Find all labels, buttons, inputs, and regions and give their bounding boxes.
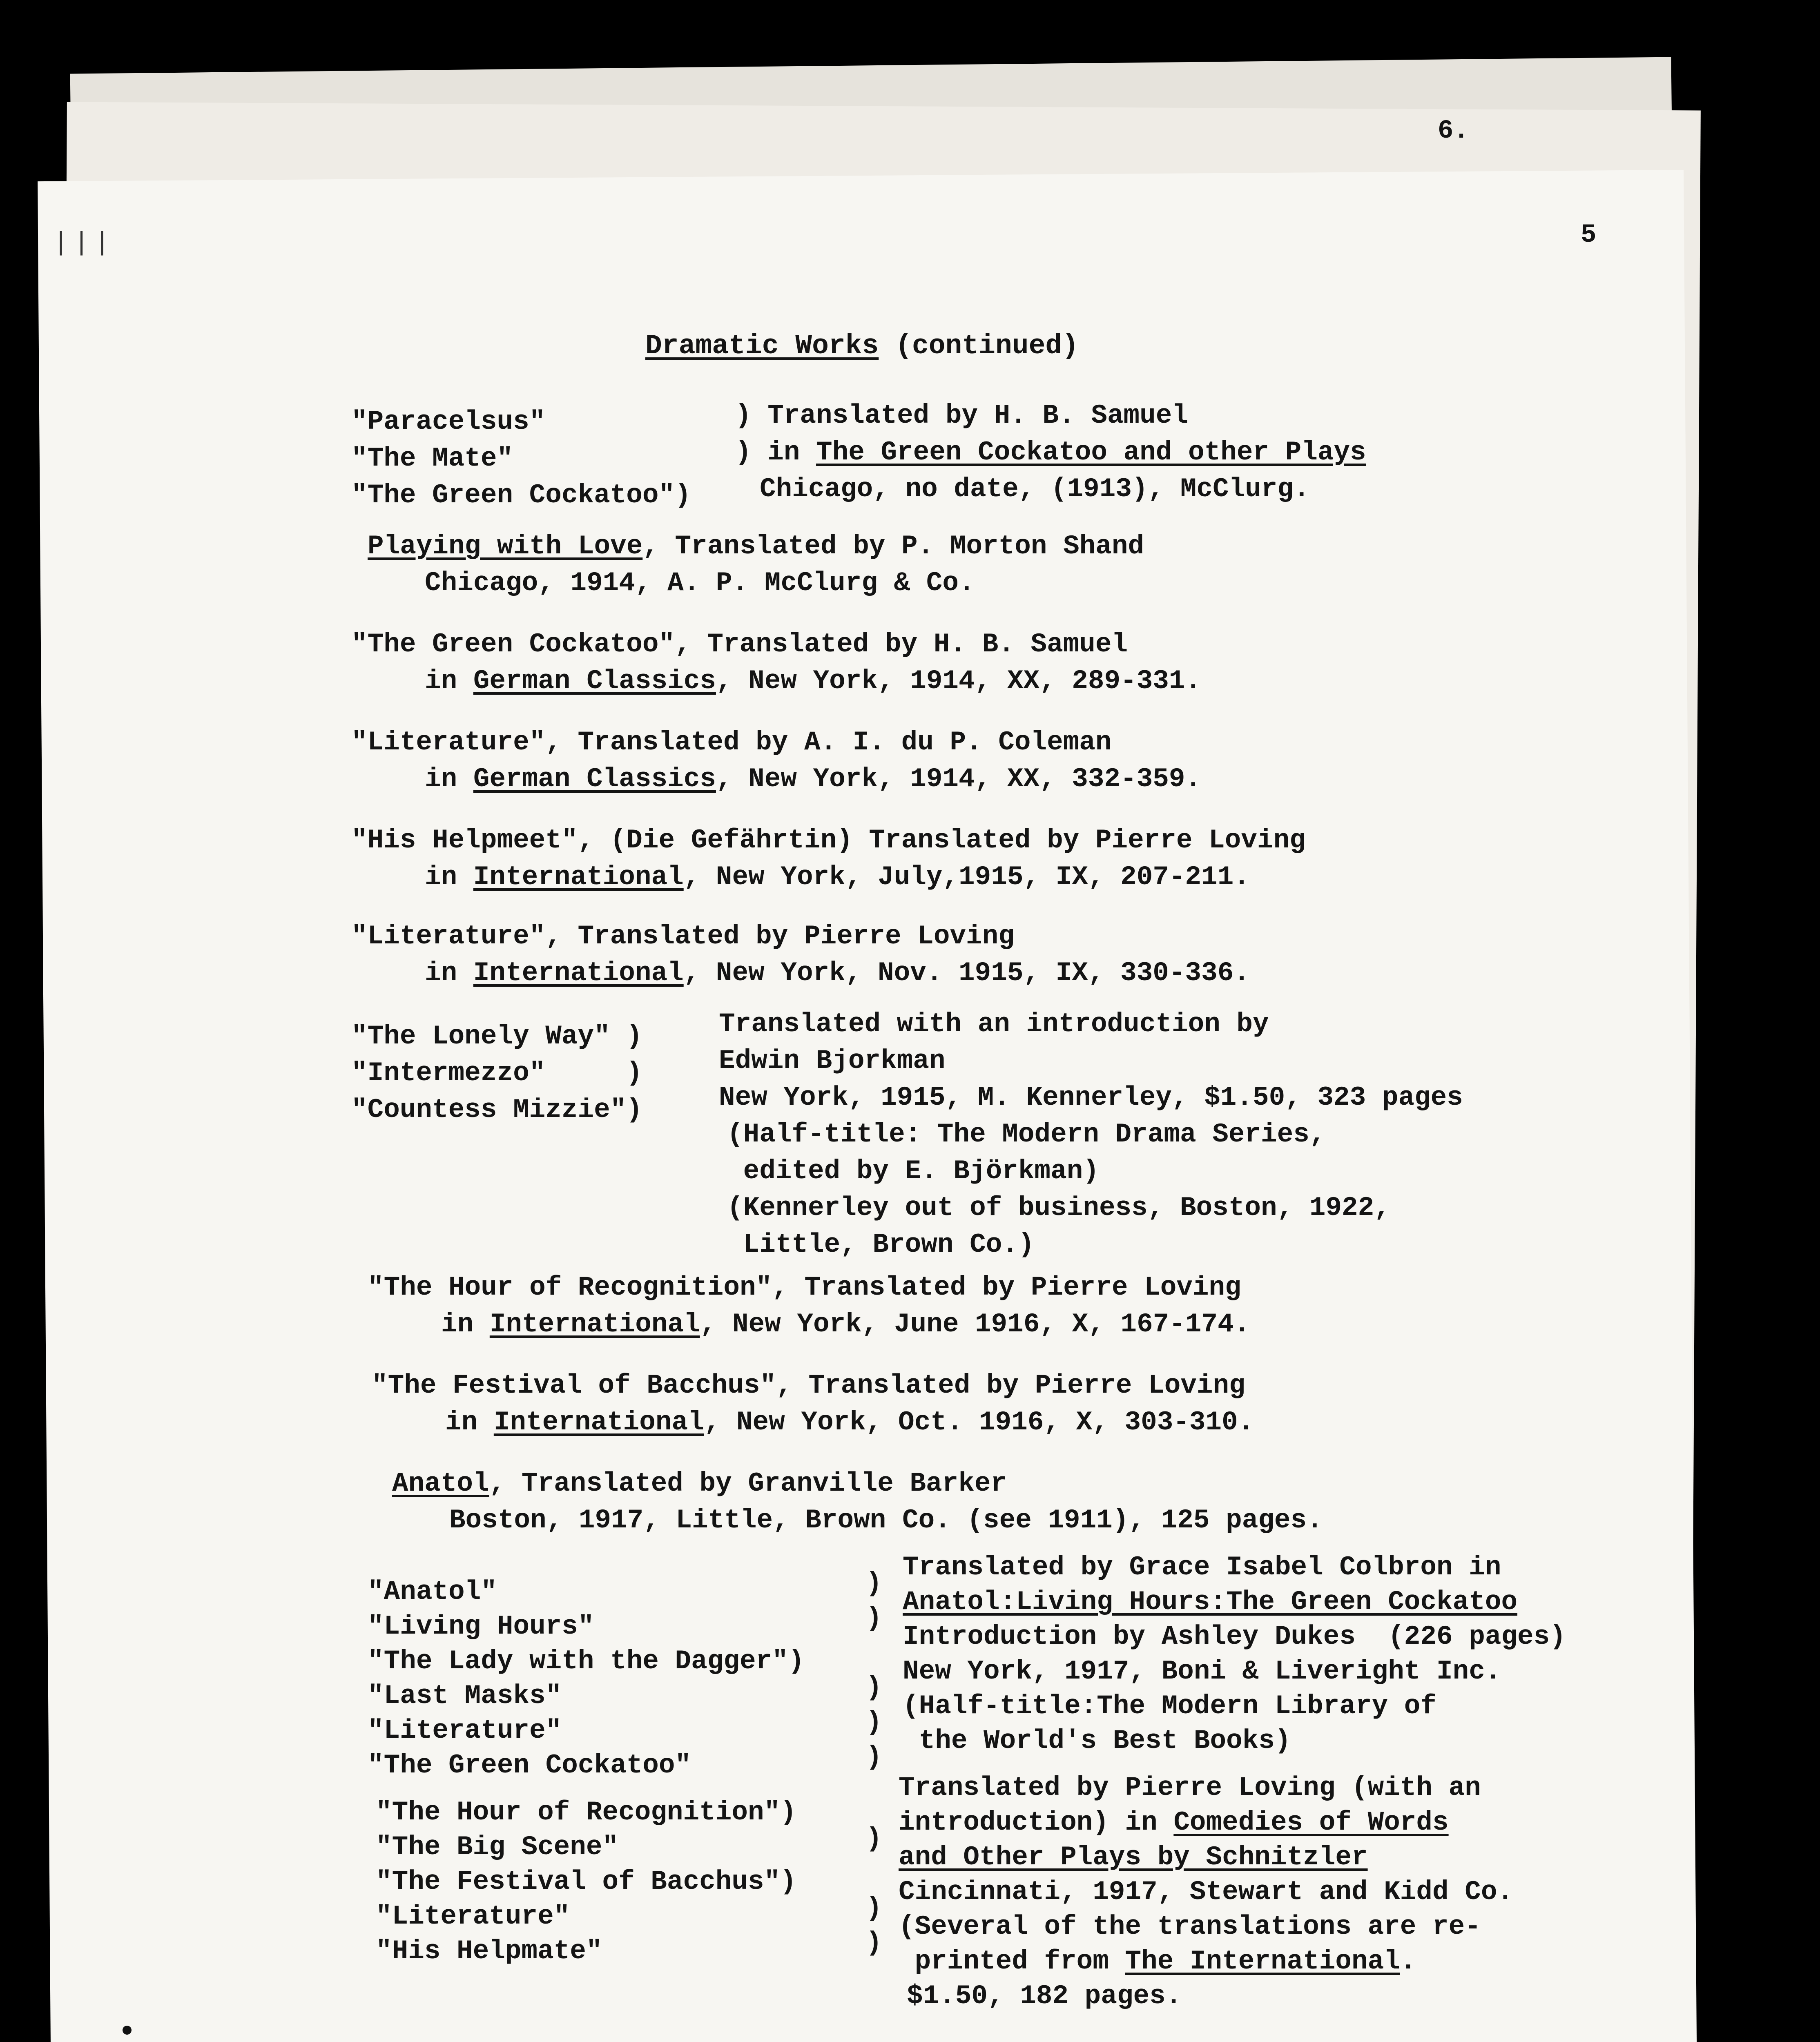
publication-title bbox=[899, 1838, 1368, 1877]
publication-title: The International bbox=[1125, 1946, 1400, 1977]
entry-line: "Literature", Translated by A. I. du P. Coleman bbox=[351, 727, 1112, 758]
entry-title: "The Lady with the Dagger") bbox=[368, 1646, 805, 1676]
publication-title: International bbox=[489, 1309, 700, 1340]
entry-detail bbox=[899, 1803, 1449, 1842]
entry-title: "The Big Scene" bbox=[376, 1832, 619, 1862]
section-heading bbox=[645, 327, 1079, 366]
entry-detail: Translated with an introduction by bbox=[719, 1009, 1269, 1039]
entry-detail: Chicago, 1914, A. P. McClurg & Co. bbox=[425, 568, 975, 598]
entry-detail: , Translated by Granville Barker bbox=[489, 1468, 1007, 1499]
bracket: ) bbox=[866, 1928, 882, 1958]
entry-detail: the World's Best Books) bbox=[903, 1725, 1291, 1756]
publication-title: Comedies of Words bbox=[1173, 1807, 1449, 1838]
entry-detail: Translated by Grace Isabel Colbron in bbox=[903, 1552, 1501, 1583]
entry-line: "Literature", Translated by Pierre Loving bbox=[351, 921, 1015, 952]
entry-title: "Literature" bbox=[376, 1901, 570, 1932]
entry-detail bbox=[425, 858, 1250, 897]
entry-detail bbox=[441, 1305, 1250, 1344]
bracket: ) bbox=[866, 1568, 882, 1599]
book-title: Anatol bbox=[392, 1468, 489, 1499]
entry-line bbox=[392, 1464, 1007, 1503]
publication-title bbox=[903, 1583, 1517, 1622]
entry-detail-prefix: ) in bbox=[735, 437, 816, 468]
entry-line: "The Festival of Bacchus", Translated by Pierre Loving bbox=[372, 1370, 1245, 1401]
entry-detail-suffix: , New York, Nov. 1915, IX, 330-336. bbox=[683, 958, 1250, 988]
publication-title-text: and Other Plays by Schnitzler bbox=[899, 1842, 1368, 1873]
entry-line: "The Green Cockatoo", Translated by H. B. Samuel bbox=[351, 629, 1128, 660]
entry-detail: Little, Brown Co.) bbox=[727, 1229, 1035, 1260]
entry-title: "Last Masks" bbox=[368, 1681, 562, 1711]
bracket: ) bbox=[866, 1893, 882, 1924]
entry-title: "Anatol" bbox=[368, 1576, 497, 1607]
entry-detail bbox=[425, 760, 1201, 799]
entry-detail-suffix: , New York, 1914, XX, 289-331. bbox=[716, 666, 1202, 696]
entry-detail-prefix: introduction) in bbox=[899, 1807, 1174, 1838]
entry-detail: (Half-title: The Modern Drama Series, bbox=[727, 1119, 1326, 1150]
entry-detail-prefix: in bbox=[425, 666, 473, 696]
entry-detail bbox=[445, 1403, 1254, 1442]
entry-title: "Intermezzo" ) bbox=[351, 1058, 642, 1088]
entry-title: "The Hour of Recognition") bbox=[376, 1797, 796, 1828]
entry-detail bbox=[425, 662, 1201, 701]
entry-line bbox=[368, 527, 1144, 566]
entry-title: "The Lonely Way" ) bbox=[351, 1021, 642, 1052]
entry-detail: New York, 1917, Boni & Liveright Inc. bbox=[903, 1656, 1501, 1687]
entry-detail-prefix: in bbox=[441, 1309, 490, 1340]
entry-title: "The Festival of Bacchus") bbox=[376, 1866, 796, 1897]
entry-detail-suffix: . bbox=[1400, 1946, 1416, 1977]
entry-detail-prefix: printed from bbox=[899, 1946, 1125, 1977]
entry-detail-suffix: , New York, July,1915, IX, 207-211. bbox=[683, 862, 1250, 892]
entry-detail bbox=[735, 433, 1366, 472]
entry-detail-prefix: in bbox=[445, 1407, 494, 1438]
publication-title: International bbox=[493, 1407, 704, 1438]
entry-title: "Literature" bbox=[368, 1715, 562, 1746]
margin-marks: ||| bbox=[53, 229, 115, 258]
book-title: Playing with Love bbox=[368, 531, 643, 562]
bracket: ) bbox=[866, 1742, 882, 1772]
heading-title: Dramatic Works bbox=[645, 330, 879, 362]
back-page-number: 6. bbox=[1438, 116, 1469, 146]
entry-detail: New York, 1915, M. Kennerley, $1.50, 323 pages bbox=[719, 1082, 1463, 1113]
entry-detail: ) Translated by H. B. Samuel bbox=[735, 400, 1188, 431]
entry-detail-suffix: , New York, 1914, XX, 332-359. bbox=[716, 764, 1202, 794]
entry-detail: , Translated by P. Morton Shand bbox=[642, 531, 1144, 562]
entry-detail bbox=[899, 1942, 1416, 1981]
entry-detail bbox=[425, 954, 1250, 993]
bracket: ) bbox=[866, 1672, 882, 1703]
publication-title: German Classics bbox=[473, 764, 716, 794]
entry-title: "The Green Cockatoo") bbox=[351, 480, 691, 510]
entry-title: "The Green Cockatoo" bbox=[368, 1750, 691, 1781]
entry-line: "His Helpmeet", (Die Gefährtin) Translated by Pierre Loving bbox=[351, 825, 1306, 856]
entry-detail-suffix: , New York, Oct. 1916, X, 303-310. bbox=[704, 1407, 1254, 1438]
entry-detail: Introduction by Ashley Dukes (226 pages) bbox=[903, 1621, 1566, 1652]
entry-detail: Translated by Pierre Loving (with an bbox=[899, 1772, 1481, 1803]
entry-title: "The Mate" bbox=[351, 443, 513, 474]
publication-title: The Green Cockatoo and other Plays bbox=[816, 437, 1366, 468]
entry-detail: Edwin Bjorkman bbox=[719, 1046, 946, 1076]
bracket: ) bbox=[866, 1707, 882, 1738]
ink-dot bbox=[123, 2026, 132, 2035]
bracket: ) bbox=[866, 1824, 882, 1854]
entry-detail-prefix: in bbox=[425, 764, 473, 794]
entry-detail: Chicago, no date, (1913), McClurg. bbox=[760, 474, 1310, 504]
entry-detail: edited by E. Björkman) bbox=[727, 1156, 1099, 1186]
entry-title: "His Helpmate" bbox=[376, 1936, 602, 1966]
entry-detail-suffix: , New York, June 1916, X, 167-174. bbox=[700, 1309, 1250, 1340]
bracket: ) bbox=[866, 1603, 882, 1634]
entry-title: "Living Hours" bbox=[368, 1611, 594, 1642]
entry-detail: (Half-title:The Modern Library of bbox=[903, 1691, 1437, 1721]
entry-detail: Cincinnati, 1917, Stewart and Kidd Co. bbox=[899, 1877, 1514, 1907]
entry-detail-prefix: in bbox=[425, 862, 473, 892]
entry-line: "The Hour of Recognition", Translated by Pierre Loving bbox=[368, 1272, 1241, 1303]
entry-detail: Boston, 1917, Little, Brown Co. (see 1911), 125 pages. bbox=[449, 1505, 1323, 1536]
entry-detail: (Several of the translations are re- bbox=[899, 1911, 1481, 1942]
entry-detail-prefix: in bbox=[425, 958, 473, 988]
page-number: 5 bbox=[1581, 221, 1597, 250]
publication-title: International bbox=[473, 862, 684, 892]
publication-title: German Classics bbox=[473, 666, 716, 696]
entry-title: "Countess Mizzie") bbox=[351, 1095, 642, 1125]
entry-detail: $1.50, 182 pages. bbox=[907, 1981, 1182, 2011]
entry-title: "Paracelsus" bbox=[351, 406, 546, 437]
publication-title-text: Anatol:Living Hours:The Green Cockatoo bbox=[903, 1587, 1518, 1617]
heading-suffix: (continued) bbox=[895, 330, 1079, 362]
entry-detail: (Kennerley out of business, Boston, 1922, bbox=[727, 1193, 1390, 1223]
publication-title: International bbox=[473, 958, 684, 988]
